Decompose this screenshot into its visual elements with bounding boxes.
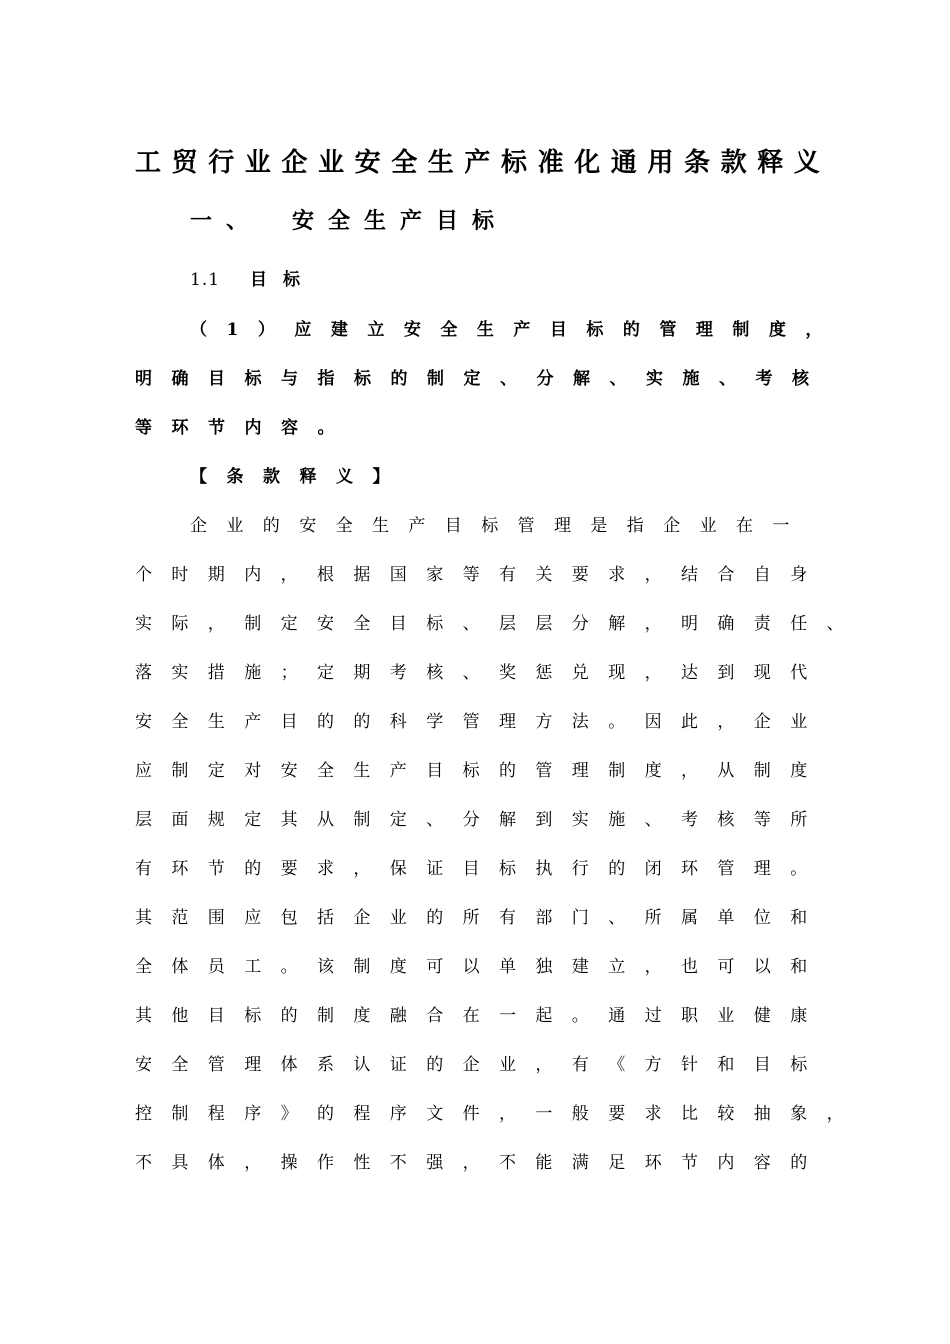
body-line: 落实措施；定期考核、奖惩兑现，达到现代 <box>135 663 827 683</box>
document-title: 工贸行业企业安全生产标准化通用条款释义 <box>135 148 831 178</box>
body-line: 层面规定其从制定、分解到实施、考核等所 <box>135 810 827 830</box>
interpretation-heading: 【条款释义】 <box>190 467 409 487</box>
body-line: 安全生产目的的科学管理方法。因此，企业 <box>135 712 827 732</box>
body-line: 有环节的要求，保证目标执行的闭环管理。 <box>135 859 827 879</box>
body-line: 其范围应包括企业的所有部门、所属单位和 <box>135 908 827 928</box>
clause-line: （1）应建立安全生产目标的管理制度， <box>190 320 842 340</box>
body-line: 应制定对安全生产目标的管理制度，从制度 <box>135 761 827 781</box>
subsection-heading <box>190 272 316 289</box>
section-heading <box>190 210 508 232</box>
body-line: 企业的安全生产目标管理是指企业在一 <box>190 516 809 536</box>
body-line: 安全管理体系认证的企业，有《方针和目标 <box>135 1055 827 1075</box>
body-line: 个时期内，根据国家等有关要求，结合自身 <box>135 565 827 585</box>
section-number: 一、 <box>190 208 263 234</box>
section-title: 安全生产目标 <box>292 208 509 234</box>
body-line: 全体员工。该制度可以单独建立，也可以和 <box>135 957 827 977</box>
clause-line: 等环节内容。 <box>135 418 354 438</box>
subsection-number: 1.1 <box>190 270 221 290</box>
body-line: 实际，制定安全目标、层层分解，明确责任、 <box>135 614 863 634</box>
body-line: 其他目标的制度融合在一起。通过职业健康 <box>135 1006 827 1026</box>
body-line: 不具体，操作性不强，不能满足环节内容的 <box>135 1153 827 1173</box>
subsection-title: 目标 <box>250 270 317 290</box>
clause-line: 明确目标与指标的制定、分解、实施、考核 <box>135 369 829 389</box>
body-line: 控制程序》的程序文件，一般要求比较抽象， <box>135 1104 863 1124</box>
